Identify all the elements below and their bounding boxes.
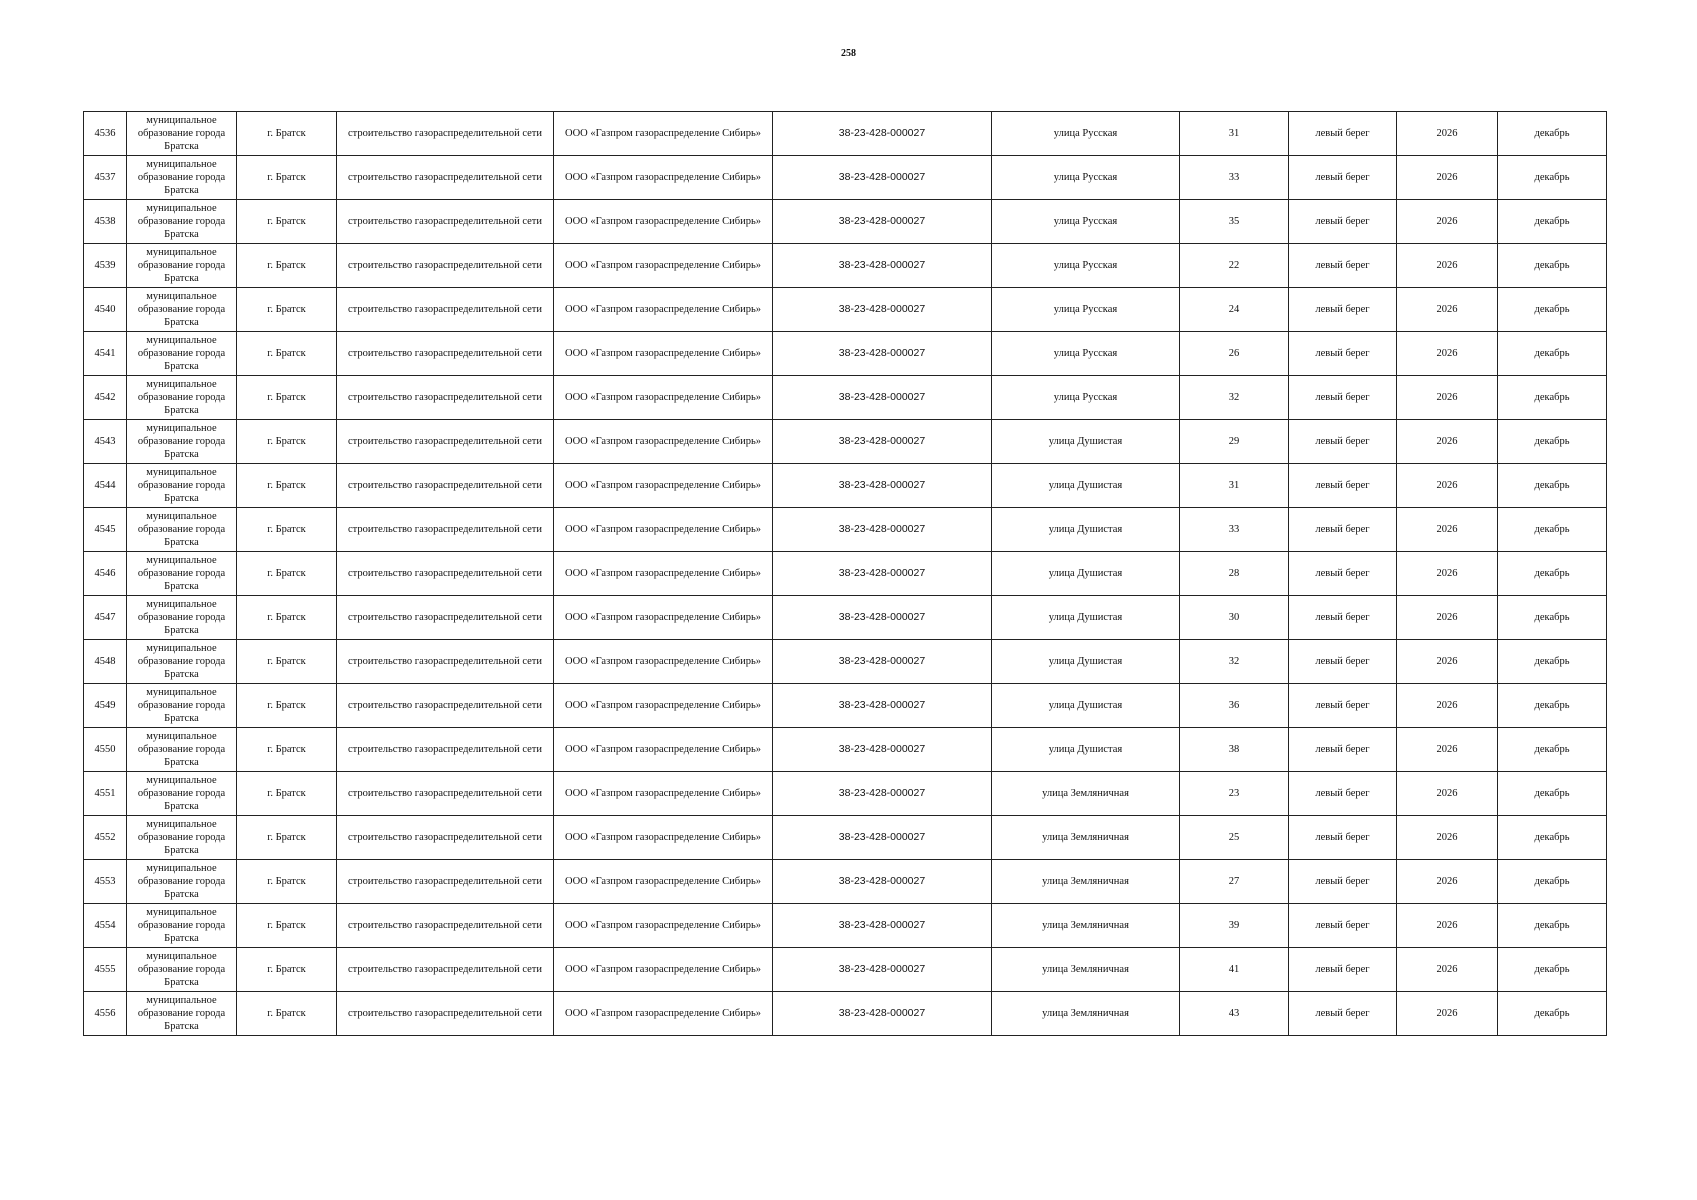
house-number-cell: 33 xyxy=(1180,508,1289,552)
area-cell: левый берег xyxy=(1289,420,1397,464)
object-code-cell: 38-23-428-000027 xyxy=(773,552,992,596)
organization-cell: ООО «Газпром газораспределение Сибирь» xyxy=(554,904,773,948)
city-cell: г. Братск xyxy=(237,288,337,332)
year-cell: 2026 xyxy=(1397,376,1498,420)
house-number-cell: 24 xyxy=(1180,288,1289,332)
city-cell: г. Братск xyxy=(237,640,337,684)
row-number-cell: 4550 xyxy=(84,728,127,772)
organization-cell: ООО «Газпром газораспределение Сибирь» xyxy=(554,420,773,464)
table-row xyxy=(84,288,1607,332)
municipality-cell: муниципальное образование города Братска xyxy=(127,420,237,464)
street-cell: улица Русская xyxy=(992,156,1180,200)
area-cell: левый берег xyxy=(1289,288,1397,332)
area-cell: левый берег xyxy=(1289,156,1397,200)
street-cell: улица Душистая xyxy=(992,728,1180,772)
table-row xyxy=(84,596,1607,640)
house-number-cell: 31 xyxy=(1180,464,1289,508)
street-cell: улица Душистая xyxy=(992,552,1180,596)
year-cell: 2026 xyxy=(1397,552,1498,596)
work-type-cell: строительство газораспределительной сети xyxy=(337,464,554,508)
work-type-cell: строительство газораспределительной сети xyxy=(337,552,554,596)
organization-cell: ООО «Газпром газораспределение Сибирь» xyxy=(554,464,773,508)
table-row xyxy=(84,904,1607,948)
work-type-cell: строительство газораспределительной сети xyxy=(337,596,554,640)
month-cell: декабрь xyxy=(1498,200,1607,244)
table-row xyxy=(84,992,1607,1036)
area-cell: левый берег xyxy=(1289,464,1397,508)
city-cell: г. Братск xyxy=(237,596,337,640)
row-number-cell: 4549 xyxy=(84,684,127,728)
object-code-cell: 38-23-428-000027 xyxy=(773,244,992,288)
street-cell: улица Земляничная xyxy=(992,772,1180,816)
house-number-cell: 38 xyxy=(1180,728,1289,772)
row-number-cell: 4556 xyxy=(84,992,127,1036)
municipality-cell: муниципальное образование города Братска xyxy=(127,376,237,420)
organization-cell: ООО «Газпром газораспределение Сибирь» xyxy=(554,200,773,244)
organization-cell: ООО «Газпром газораспределение Сибирь» xyxy=(554,992,773,1036)
area-cell: левый берег xyxy=(1289,640,1397,684)
organization-cell: ООО «Газпром газораспределение Сибирь» xyxy=(554,860,773,904)
row-number-cell: 4541 xyxy=(84,332,127,376)
house-number-cell: 41 xyxy=(1180,948,1289,992)
area-cell: левый берег xyxy=(1289,552,1397,596)
object-code-cell: 38-23-428-000027 xyxy=(773,772,992,816)
object-code-cell: 38-23-428-000027 xyxy=(773,464,992,508)
organization-cell: ООО «Газпром газораспределение Сибирь» xyxy=(554,948,773,992)
street-cell: улица Душистая xyxy=(992,420,1180,464)
table-row xyxy=(84,640,1607,684)
area-cell: левый берег xyxy=(1289,508,1397,552)
table-row xyxy=(84,420,1607,464)
work-type-cell: строительство газораспределительной сети xyxy=(337,948,554,992)
month-cell: декабрь xyxy=(1498,508,1607,552)
month-cell: декабрь xyxy=(1498,376,1607,420)
house-number-cell: 28 xyxy=(1180,552,1289,596)
table-row xyxy=(84,948,1607,992)
municipality-cell: муниципальное образование города Братска xyxy=(127,860,237,904)
object-code-cell: 38-23-428-000027 xyxy=(773,596,992,640)
month-cell: декабрь xyxy=(1498,728,1607,772)
area-cell: левый берег xyxy=(1289,728,1397,772)
street-cell: улица Земляничная xyxy=(992,992,1180,1036)
month-cell: декабрь xyxy=(1498,684,1607,728)
work-type-cell: строительство газораспределительной сети xyxy=(337,420,554,464)
house-number-cell: 29 xyxy=(1180,420,1289,464)
street-cell: улица Душистая xyxy=(992,640,1180,684)
year-cell: 2026 xyxy=(1397,772,1498,816)
city-cell: г. Братск xyxy=(237,112,337,156)
area-cell: левый берег xyxy=(1289,200,1397,244)
work-type-cell: строительство газораспределительной сети xyxy=(337,200,554,244)
area-cell: левый берег xyxy=(1289,860,1397,904)
year-cell: 2026 xyxy=(1397,860,1498,904)
row-number-cell: 4537 xyxy=(84,156,127,200)
organization-cell: ООО «Газпром газораспределение Сибирь» xyxy=(554,816,773,860)
street-cell: улица Русская xyxy=(992,332,1180,376)
work-type-cell: строительство газораспределительной сети xyxy=(337,332,554,376)
organization-cell: ООО «Газпром газораспределение Сибирь» xyxy=(554,640,773,684)
city-cell: г. Братск xyxy=(237,816,337,860)
municipality-cell: муниципальное образование города Братска xyxy=(127,904,237,948)
municipality-cell: муниципальное образование города Братска xyxy=(127,552,237,596)
object-code-cell: 38-23-428-000027 xyxy=(773,508,992,552)
organization-cell: ООО «Газпром газораспределение Сибирь» xyxy=(554,332,773,376)
row-number-cell: 4551 xyxy=(84,772,127,816)
row-number-cell: 4546 xyxy=(84,552,127,596)
house-number-cell: 31 xyxy=(1180,112,1289,156)
organization-cell: ООО «Газпром газораспределение Сибирь» xyxy=(554,112,773,156)
year-cell: 2026 xyxy=(1397,420,1498,464)
municipality-cell: муниципальное образование города Братска xyxy=(127,640,237,684)
municipality-cell: муниципальное образование города Братска xyxy=(127,200,237,244)
month-cell: декабрь xyxy=(1498,112,1607,156)
work-type-cell: строительство газораспределительной сети xyxy=(337,112,554,156)
city-cell: г. Братск xyxy=(237,772,337,816)
organization-cell: ООО «Газпром газораспределение Сибирь» xyxy=(554,508,773,552)
organization-cell: ООО «Газпром газораспределение Сибирь» xyxy=(554,552,773,596)
work-type-cell: строительство газораспределительной сети xyxy=(337,684,554,728)
area-cell: левый берег xyxy=(1289,112,1397,156)
work-type-cell: строительство газораспределительной сети xyxy=(337,376,554,420)
object-code-cell: 38-23-428-000027 xyxy=(773,332,992,376)
year-cell: 2026 xyxy=(1397,332,1498,376)
row-number-cell: 4555 xyxy=(84,948,127,992)
area-cell: левый берег xyxy=(1289,904,1397,948)
municipality-cell: муниципальное образование города Братска xyxy=(127,772,237,816)
year-cell: 2026 xyxy=(1397,684,1498,728)
city-cell: г. Братск xyxy=(237,420,337,464)
table-row xyxy=(84,376,1607,420)
city-cell: г. Братск xyxy=(237,156,337,200)
year-cell: 2026 xyxy=(1397,816,1498,860)
street-cell: улица Земляничная xyxy=(992,948,1180,992)
table-row xyxy=(84,552,1607,596)
work-type-cell: строительство газораспределительной сети xyxy=(337,508,554,552)
organization-cell: ООО «Газпром газораспределение Сибирь» xyxy=(554,156,773,200)
municipality-cell: муниципальное образование города Братска xyxy=(127,464,237,508)
month-cell: декабрь xyxy=(1498,596,1607,640)
month-cell: декабрь xyxy=(1498,772,1607,816)
organization-cell: ООО «Газпром газораспределение Сибирь» xyxy=(554,288,773,332)
house-number-cell: 23 xyxy=(1180,772,1289,816)
row-number-cell: 4542 xyxy=(84,376,127,420)
work-type-cell: строительство газораспределительной сети xyxy=(337,156,554,200)
object-code-cell: 38-23-428-000027 xyxy=(773,420,992,464)
city-cell: г. Братск xyxy=(237,904,337,948)
municipality-cell: муниципальное образование города Братска xyxy=(127,508,237,552)
month-cell: декабрь xyxy=(1498,420,1607,464)
city-cell: г. Братск xyxy=(237,244,337,288)
table-row xyxy=(84,244,1607,288)
row-number-cell: 4536 xyxy=(84,112,127,156)
object-code-cell: 38-23-428-000027 xyxy=(773,816,992,860)
house-number-cell: 35 xyxy=(1180,200,1289,244)
year-cell: 2026 xyxy=(1397,728,1498,772)
month-cell: декабрь xyxy=(1498,288,1607,332)
work-type-cell: строительство газораспределительной сети xyxy=(337,992,554,1036)
street-cell: улица Русская xyxy=(992,288,1180,332)
year-cell: 2026 xyxy=(1397,508,1498,552)
row-number-cell: 4548 xyxy=(84,640,127,684)
municipality-cell: муниципальное образование города Братска xyxy=(127,596,237,640)
row-number-cell: 4545 xyxy=(84,508,127,552)
organization-cell: ООО «Газпром газораспределение Сибирь» xyxy=(554,596,773,640)
row-number-cell: 4539 xyxy=(84,244,127,288)
object-code-cell: 38-23-428-000027 xyxy=(773,200,992,244)
object-code-cell: 38-23-428-000027 xyxy=(773,288,992,332)
month-cell: декабрь xyxy=(1498,860,1607,904)
street-cell: улица Душистая xyxy=(992,508,1180,552)
organization-cell: ООО «Газпром газораспределение Сибирь» xyxy=(554,772,773,816)
work-type-cell: строительство газораспределительной сети xyxy=(337,772,554,816)
organization-cell: ООО «Газпром газораспределение Сибирь» xyxy=(554,684,773,728)
row-number-cell: 4538 xyxy=(84,200,127,244)
organization-cell: ООО «Газпром газораспределение Сибирь» xyxy=(554,244,773,288)
city-cell: г. Братск xyxy=(237,464,337,508)
house-number-cell: 22 xyxy=(1180,244,1289,288)
object-code-cell: 38-23-428-000027 xyxy=(773,376,992,420)
month-cell: декабрь xyxy=(1498,244,1607,288)
row-number-cell: 4547 xyxy=(84,596,127,640)
city-cell: г. Братск xyxy=(237,200,337,244)
registry-table xyxy=(83,111,1607,1036)
area-cell: левый берег xyxy=(1289,596,1397,640)
year-cell: 2026 xyxy=(1397,112,1498,156)
table-body xyxy=(84,112,1607,1036)
municipality-cell: муниципальное образование города Братска xyxy=(127,948,237,992)
area-cell: левый берег xyxy=(1289,992,1397,1036)
street-cell: улица Русская xyxy=(992,376,1180,420)
object-code-cell: 38-23-428-000027 xyxy=(773,112,992,156)
area-cell: левый берег xyxy=(1289,376,1397,420)
row-number-cell: 4544 xyxy=(84,464,127,508)
table-row xyxy=(84,200,1607,244)
table-row xyxy=(84,112,1607,156)
area-cell: левый берег xyxy=(1289,816,1397,860)
object-code-cell: 38-23-428-000027 xyxy=(773,640,992,684)
month-cell: декабрь xyxy=(1498,640,1607,684)
table-row xyxy=(84,464,1607,508)
house-number-cell: 32 xyxy=(1180,376,1289,420)
year-cell: 2026 xyxy=(1397,596,1498,640)
street-cell: улица Земляничная xyxy=(992,904,1180,948)
street-cell: улица Земляничная xyxy=(992,816,1180,860)
street-cell: улица Душистая xyxy=(992,684,1180,728)
house-number-cell: 39 xyxy=(1180,904,1289,948)
work-type-cell: строительство газораспределительной сети xyxy=(337,904,554,948)
house-number-cell: 43 xyxy=(1180,992,1289,1036)
row-number-cell: 4553 xyxy=(84,860,127,904)
work-type-cell: строительство газораспределительной сети xyxy=(337,728,554,772)
municipality-cell: муниципальное образование города Братска xyxy=(127,156,237,200)
table-row xyxy=(84,332,1607,376)
municipality-cell: муниципальное образование города Братска xyxy=(127,728,237,772)
municipality-cell: муниципальное образование города Братска xyxy=(127,684,237,728)
month-cell: декабрь xyxy=(1498,948,1607,992)
year-cell: 2026 xyxy=(1397,640,1498,684)
month-cell: декабрь xyxy=(1498,552,1607,596)
table-row xyxy=(84,508,1607,552)
street-cell: улица Русская xyxy=(992,112,1180,156)
table-row xyxy=(84,816,1607,860)
object-code-cell: 38-23-428-000027 xyxy=(773,948,992,992)
house-number-cell: 27 xyxy=(1180,860,1289,904)
row-number-cell: 4540 xyxy=(84,288,127,332)
house-number-cell: 25 xyxy=(1180,816,1289,860)
area-cell: левый берег xyxy=(1289,332,1397,376)
municipality-cell: муниципальное образование города Братска xyxy=(127,112,237,156)
year-cell: 2026 xyxy=(1397,200,1498,244)
house-number-cell: 36 xyxy=(1180,684,1289,728)
city-cell: г. Братск xyxy=(237,376,337,420)
year-cell: 2026 xyxy=(1397,992,1498,1036)
row-number-cell: 4552 xyxy=(84,816,127,860)
year-cell: 2026 xyxy=(1397,904,1498,948)
object-code-cell: 38-23-428-000027 xyxy=(773,992,992,1036)
city-cell: г. Братск xyxy=(237,728,337,772)
object-code-cell: 38-23-428-000027 xyxy=(773,728,992,772)
row-number-cell: 4554 xyxy=(84,904,127,948)
municipality-cell: муниципальное образование города Братска xyxy=(127,288,237,332)
organization-cell: ООО «Газпром газораспределение Сибирь» xyxy=(554,728,773,772)
object-code-cell: 38-23-428-000027 xyxy=(773,684,992,728)
house-number-cell: 33 xyxy=(1180,156,1289,200)
year-cell: 2026 xyxy=(1397,464,1498,508)
city-cell: г. Братск xyxy=(237,332,337,376)
city-cell: г. Братск xyxy=(237,860,337,904)
month-cell: декабрь xyxy=(1498,332,1607,376)
house-number-cell: 32 xyxy=(1180,640,1289,684)
municipality-cell: муниципальное образование города Братска xyxy=(127,332,237,376)
work-type-cell: строительство газораспределительной сети xyxy=(337,816,554,860)
municipality-cell: муниципальное образование города Братска xyxy=(127,816,237,860)
street-cell: улица Душистая xyxy=(992,464,1180,508)
municipality-cell: муниципальное образование города Братска xyxy=(127,992,237,1036)
page-number: 258 xyxy=(841,48,856,59)
object-code-cell: 38-23-428-000027 xyxy=(773,904,992,948)
work-type-cell: строительство газораспределительной сети xyxy=(337,288,554,332)
table-row xyxy=(84,728,1607,772)
city-cell: г. Братск xyxy=(237,552,337,596)
organization-cell: ООО «Газпром газораспределение Сибирь» xyxy=(554,376,773,420)
city-cell: г. Братск xyxy=(237,948,337,992)
area-cell: левый берег xyxy=(1289,244,1397,288)
object-code-cell: 38-23-428-000027 xyxy=(773,860,992,904)
street-cell: улица Русская xyxy=(992,200,1180,244)
month-cell: декабрь xyxy=(1498,992,1607,1036)
house-number-cell: 26 xyxy=(1180,332,1289,376)
area-cell: левый берег xyxy=(1289,948,1397,992)
object-code-cell: 38-23-428-000027 xyxy=(773,156,992,200)
area-cell: левый берег xyxy=(1289,684,1397,728)
table-row xyxy=(84,860,1607,904)
street-cell: улица Душистая xyxy=(992,596,1180,640)
table-row xyxy=(84,684,1607,728)
municipality-cell: муниципальное образование города Братска xyxy=(127,244,237,288)
year-cell: 2026 xyxy=(1397,288,1498,332)
city-cell: г. Братск xyxy=(237,684,337,728)
work-type-cell: строительство газораспределительной сети xyxy=(337,640,554,684)
work-type-cell: строительство газораспределительной сети xyxy=(337,860,554,904)
month-cell: декабрь xyxy=(1498,904,1607,948)
month-cell: декабрь xyxy=(1498,156,1607,200)
month-cell: декабрь xyxy=(1498,464,1607,508)
city-cell: г. Братск xyxy=(237,992,337,1036)
row-number-cell: 4543 xyxy=(84,420,127,464)
table-row xyxy=(84,156,1607,200)
house-number-cell: 30 xyxy=(1180,596,1289,640)
year-cell: 2026 xyxy=(1397,948,1498,992)
year-cell: 2026 xyxy=(1397,156,1498,200)
city-cell: г. Братск xyxy=(237,508,337,552)
street-cell: улица Русская xyxy=(992,244,1180,288)
year-cell: 2026 xyxy=(1397,244,1498,288)
month-cell: декабрь xyxy=(1498,816,1607,860)
area-cell: левый берег xyxy=(1289,772,1397,816)
work-type-cell: строительство газораспределительной сети xyxy=(337,244,554,288)
street-cell: улица Земляничная xyxy=(992,860,1180,904)
table-row xyxy=(84,772,1607,816)
